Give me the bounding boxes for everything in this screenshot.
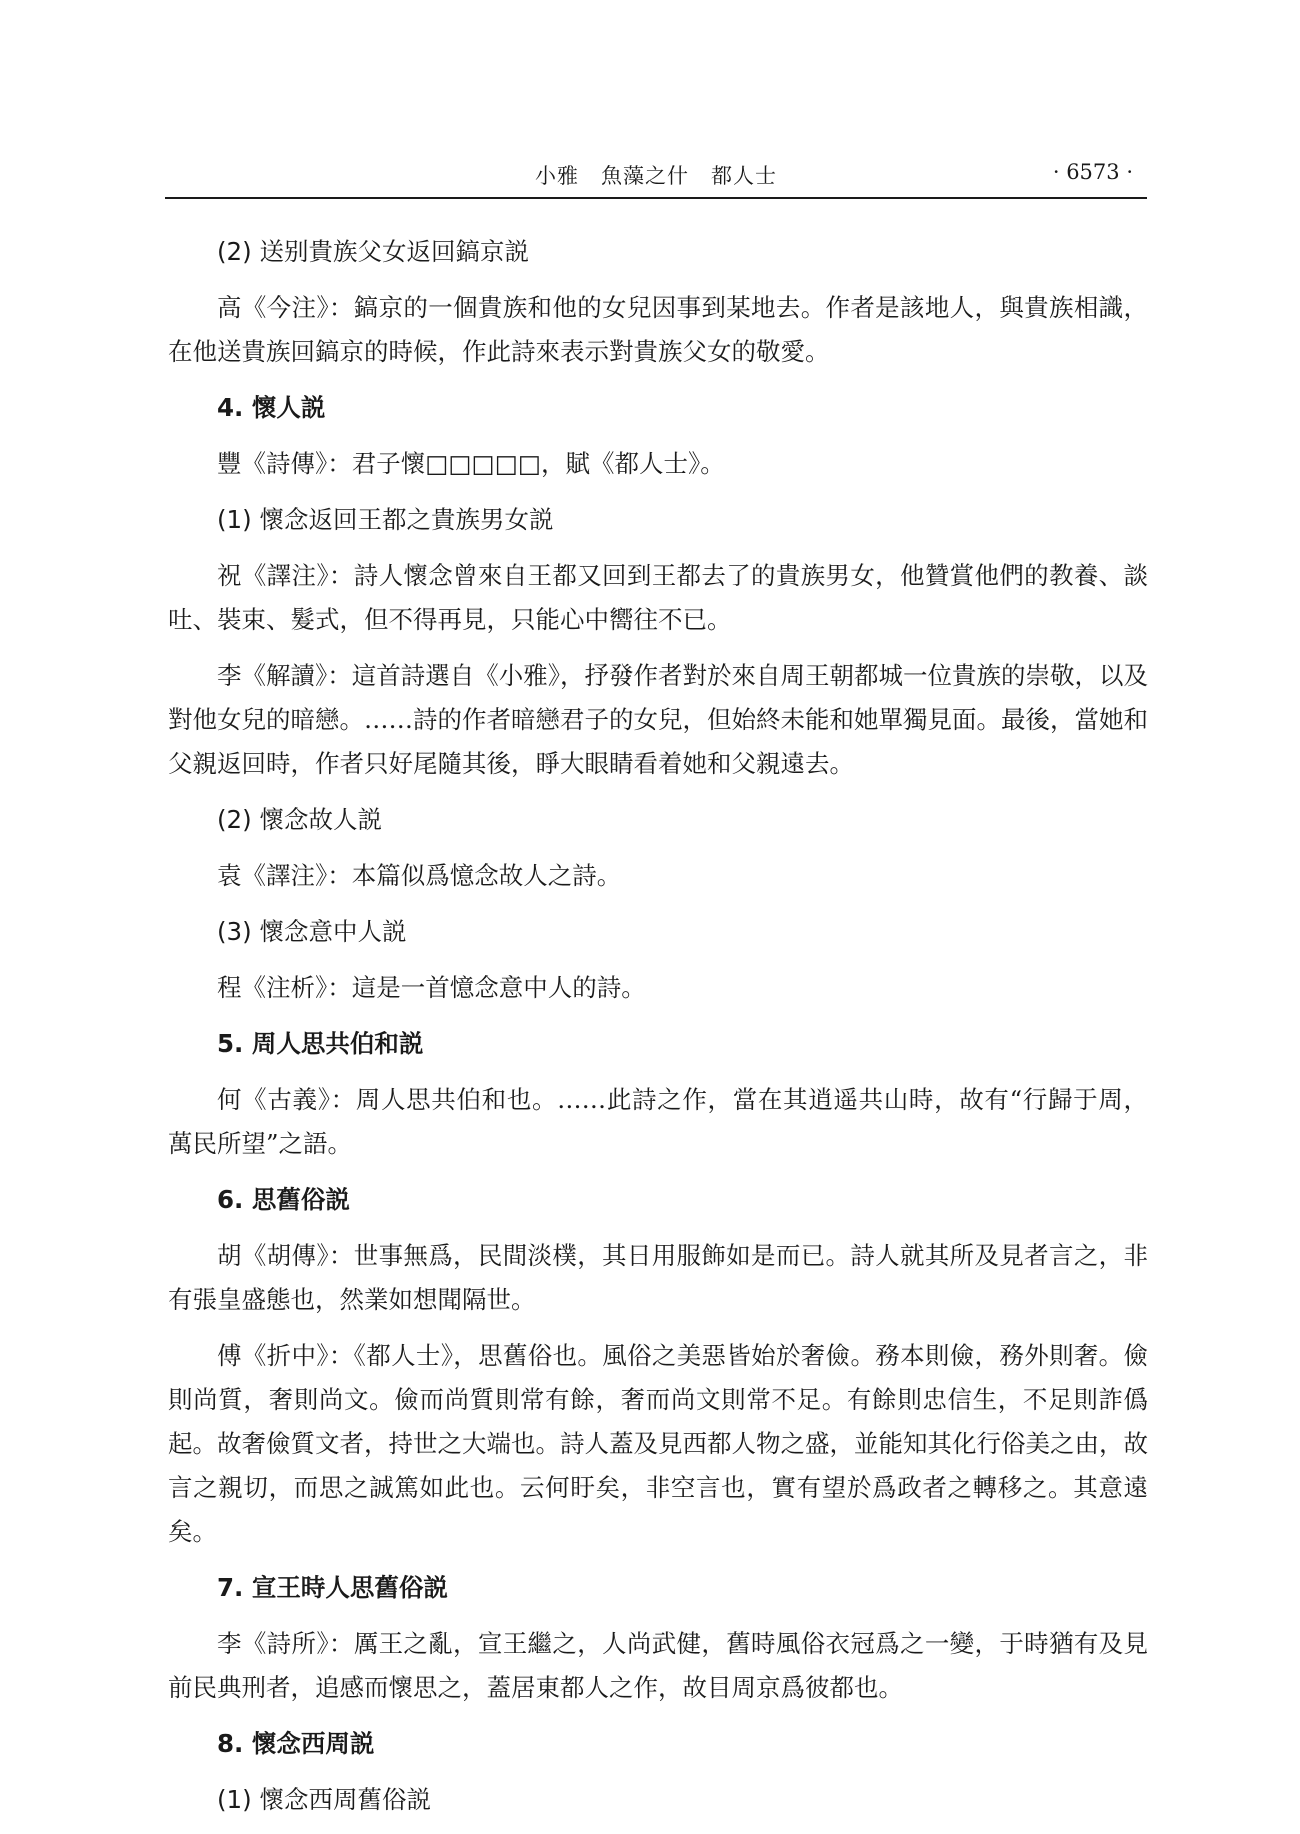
paragraph: 祝《譯注》：詩人懷念曾來自王都又回到王都去了的貴族男女，他贊賞他們的教養、談吐、裝束、髮式，但不得再見，只能心中嚮往不已。 [168,561,1148,634]
page-number: · 6573 · [1052,160,1133,184]
section-subheading: (3) 懷念意中人説 [217,917,407,946]
paragraph: 傅《折中》：《都人士》，思舊俗也。風俗之美惡皆始於奢儉。務本則儉，務外則奢。儉則尚質，奢則尚文。儉而尚質則常有餘，奢而尚文則常不足。有餘則忠信生，不足則詐僞起。故奢儉質文者，持世之大端也。詩人蓋及見西都人物之盛，並能知其化行俗美之由，故言之親切，而思之誠篤如此也。云何盱矣，非空言也，實有望於爲政者之轉移之。其意遠矣。 [168,1341,1148,1546]
section-heading: 6. 思舊俗説 [217,1185,350,1214]
paragraph: 胡《胡傳》：世事無爲，民間淡樸，其日用服飾如是而已。詩人就其所及見者言之，非有張皇盛態也，然業如想聞隔世。 [168,1241,1148,1314]
section-subheading: (1) 懷念返回王都之貴族男女説 [217,505,554,534]
header-rule [165,197,1147,199]
section-heading: 4. 懷人説 [217,393,326,422]
paragraph: 李《解讀》：這首詩選自《小雅》，抒發作者對於來自周王朝都城一位貴族的崇敬，以及對他女兒的暗戀。……詩的作者暗戀君子的女兒，但始終未能和她單獨見面。最後，當她和父親返回時，作者只好尾隨其後，睜大眼睛看着她和父親遠去。 [168,661,1148,778]
running-title: 小雅 魚藻之什 都人士 [535,164,777,188]
section-heading: 5. 周人思共伯和説 [217,1029,424,1058]
section-heading: 8. 懷念西周説 [217,1729,375,1758]
section-subheading: (2) 懷念故人説 [217,805,382,834]
paragraph: 豐《詩傳》：君子懷□□□□□，賦《都人士》。 [217,449,725,478]
section-heading: 7. 宣王時人思舊俗説 [217,1573,448,1602]
paragraph: 袁《譯注》：本篇似爲憶念故人之詩。 [217,861,622,890]
paragraph: 何《古義》：周人思共伯和也。……此詩之作，當在其逍遥共山時，故有“行歸于周，萬民所望”之語。 [168,1085,1148,1158]
paragraph: 程《注析》：這是一首憶念意中人的詩。 [217,973,646,1002]
body-text [168,230,1148,1834]
section-subheading: (1) 懷念西周舊俗説 [217,1785,431,1814]
page-header [165,160,1147,200]
section-subheading: (2) 送别貴族父女返回鎬京説 [217,237,529,266]
paragraph: 高《今注》：鎬京的一個貴族和他的女兒因事到某地去。作者是該地人，與貴族相識，在他送貴族回鎬京的時候，作此詩來表示對貴族父女的敬愛。 [168,293,1148,366]
paragraph: 李《詩所》：厲王之亂，宣王繼之，人尚武健，舊時風俗衣冠爲之一變，于時猶有及見前民典刑者，追感而懷思之，蓋居東都人之作，故目周京爲彼都也。 [168,1629,1148,1702]
